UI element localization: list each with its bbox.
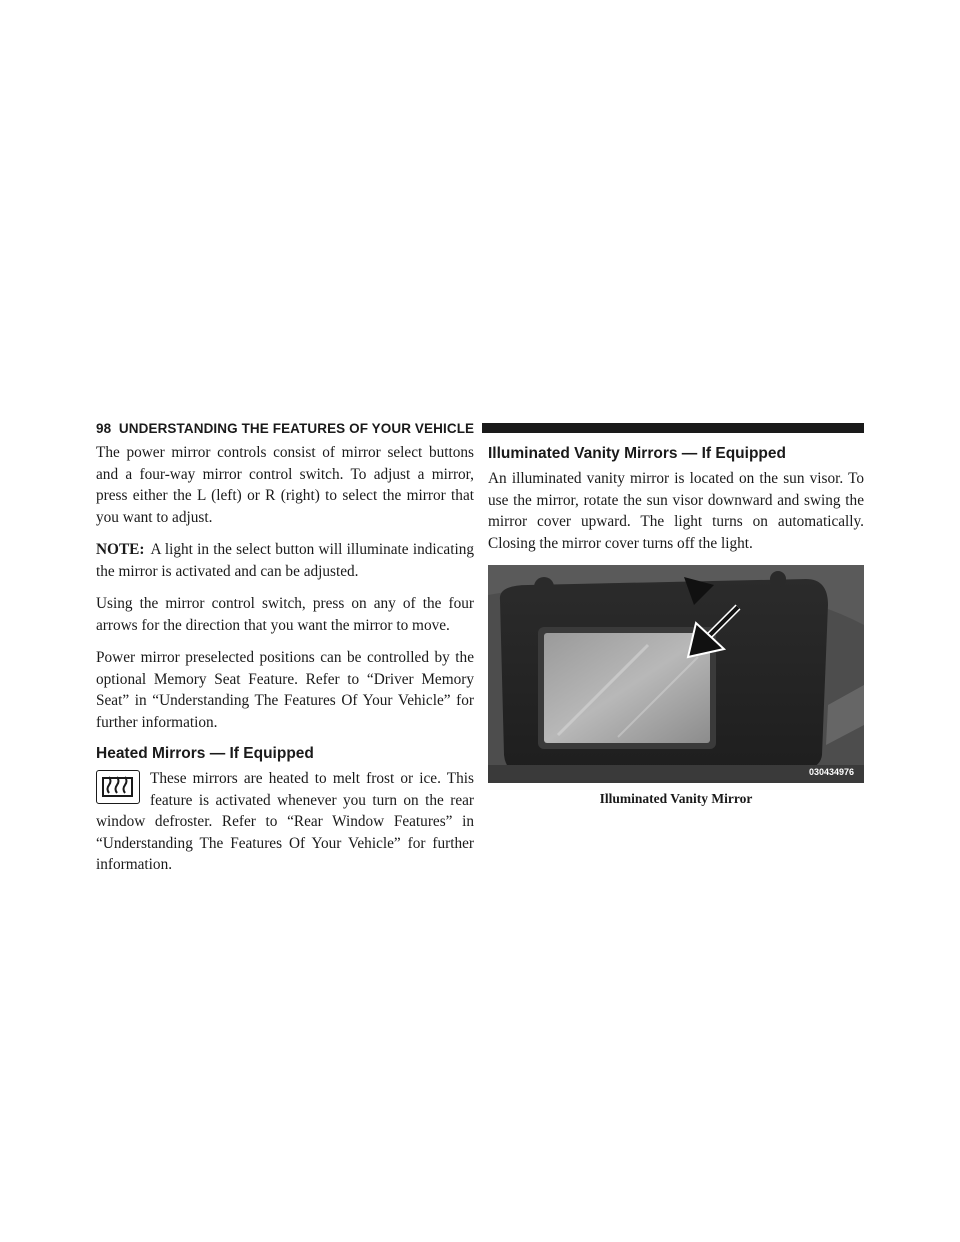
heated-mirrors-heading: Heated Mirrors — If Equipped bbox=[96, 745, 314, 762]
vanity-mirror-photo bbox=[488, 565, 864, 783]
note-paragraph bbox=[96, 539, 474, 582]
rear-defrost-icon bbox=[96, 770, 140, 804]
right-column bbox=[488, 442, 864, 807]
note-text: A light in the select button will illuminate indicating the mirror is activated and can be adjusted. bbox=[96, 541, 474, 580]
header-text bbox=[96, 421, 474, 436]
control-switch-paragraph: Using the mirror control switch, press on any of the four arrows for the direction that you want the mirror to move. bbox=[96, 595, 474, 634]
header-rule bbox=[482, 423, 864, 433]
heated-mirrors-text: These mirrors are heated to melt frost or ice. This feature is activated whenever you turn on the rear window defroster. Refer to “Rear Window Features” in “Understanding The Features Of Your Vehicle” for further information. bbox=[96, 770, 474, 873]
sun-visor-illustration bbox=[488, 565, 864, 783]
vanity-mirrors-paragraph: An illuminated vanity mirror is located on the sun visor. To use the mirror, rotate the sun visor downward and swing the mirror cover upward. The light turns on automatically. Closing the mirror cover turns off the light. bbox=[488, 470, 864, 552]
memory-seat-paragraph: Power mirror preselected positions can be controlled by the optional Memory Seat Feature. Refer to “Driver Memory Seat” in “Understanding The Features Of Your Vehicle” for further information. bbox=[96, 649, 474, 731]
figure-caption: Illuminated Vanity Mirror bbox=[599, 791, 753, 806]
page-header bbox=[96, 419, 864, 437]
section-title: UNDERSTANDING THE FEATURES OF YOUR VEHICLE bbox=[118, 420, 475, 436]
image-code: 030434976 bbox=[808, 767, 854, 777]
mirror-controls-paragraph: The power mirror controls consist of mirror select buttons and a four-way mirror control switch. To adjust a mirror, press either the L (left) or R (right) to select the mirror that you want to adjust. bbox=[96, 444, 474, 526]
page-number: 98 bbox=[96, 420, 112, 436]
heated-mirrors-paragraph bbox=[96, 768, 474, 876]
note-label: NOTE: bbox=[96, 541, 145, 558]
vanity-mirrors-heading: Illuminated Vanity Mirrors — If Equipped bbox=[488, 445, 786, 462]
left-column bbox=[96, 442, 474, 887]
